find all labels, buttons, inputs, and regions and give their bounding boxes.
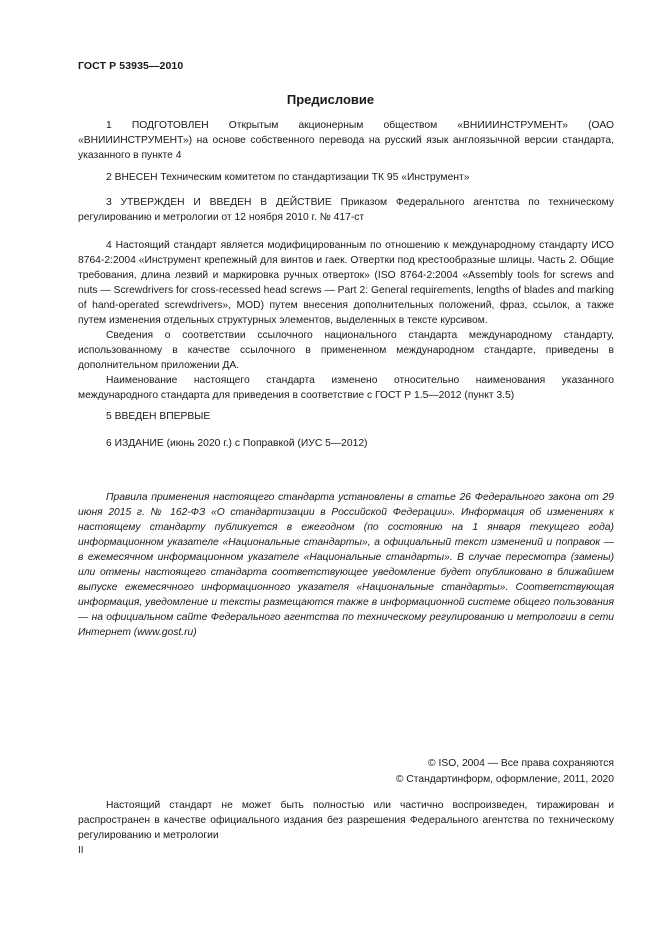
item-1 bbox=[78, 118, 614, 163]
rules-text: Правила применения настоящего стандарта установлены в статье 26 Федерального закона от 29 июня 2015 г. № 162-ФЗ «О стандартизации в Российской Федерации». Информация об изменениях к настоящему стандарту публикуется в ежегодном (по состоянию на 1 января текущего года) информационном указателе «Национальные стандарты», а официальный текст изменений и поправок — в ежемесячном информационном указателе «Национальные стандарты». В случае пересмотра (замены) или отмены настоящего стандарта соответствующее уведомление будет опубликовано в ближайшем выпуске ежемесячного информационного указателя «Национальные стандарты». Соответствующая информация, уведомление и тексты размещаются также в информационной системе общего пользования — на официальном сайте Федерального агентства по техническому регулированию и метрологии в сети Интернет (www.gost.ru) bbox=[78, 492, 614, 638]
notice-text: Настоящий стандарт не может быть полностью или частично воспроизведен, тиражирован и распространен в качестве официального издания без разрешения Федерального агентства по техническому регулированию и метрологии bbox=[78, 800, 614, 841]
item-1-text: 1 ПОДГОТОВЛЕН Открытым акционерным обществом «ВНИИИНСТРУМЕНТ» (ОАО «ВНИИИНСТРУМЕНТ») на основе собственного перевода на русский язык англоязычной версии стандарта, указанного в пункте 4 bbox=[78, 120, 614, 161]
item-3 bbox=[78, 195, 614, 225]
section-title: Предисловие bbox=[286, 92, 375, 107]
item-6 bbox=[78, 436, 614, 451]
item-2 bbox=[78, 170, 614, 185]
item-4 bbox=[78, 238, 614, 403]
copyright-standartinform: © Стандартинформ, оформление, 2011, 2020 bbox=[395, 774, 614, 785]
item-4-naming: Наименование настоящего стандарта изменено относительно наименования указанного международного стандарта для приведения в соответствие с ГОСТ Р 1.5—2012 (пункт 3.5) bbox=[78, 375, 614, 401]
copyright-iso: © ISO, 2004 — Все права сохраняются bbox=[428, 758, 614, 769]
rules-paragraph bbox=[78, 490, 614, 640]
item-4-references: Сведения о соответствии ссылочного национального стандарта международному стандарту, использованному в качестве ссылочного в примененном международном стандарте, приведены в дополнительном приложении ДА. bbox=[78, 330, 614, 371]
page-number: II bbox=[78, 845, 84, 856]
item-3-text: 3 УТВЕРЖДЕН И ВВЕДЕН В ДЕЙСТВИЕ Приказом Федерального агентства по техническому регулированию и метрологии от 12 ноября 2010 г. № 417-ст bbox=[78, 197, 614, 223]
item-4-text: 4 Настоящий стандарт является модифицированным по отношению к международному стандарту ИСО 8764-2:2004 «Инструмент крепежный для винтов и гаек. Отвертки под крестообразные шлицы. Часть 2. Общие требования, длина лезвий и маркировка ручных отверток» (ISO 8764-2:2004 «Assembly tools for screws and nuts — Screwdrivers for cross-recessed head screws — Part 2: General requirements, lengths of blades and marking of hand-operated screwdrivers», MOD) путем внесения дополнительных положений, фраз, ссылок, а также путем изменения отдельных структурных элементов, выделенных в тексте курсивом. bbox=[78, 240, 614, 326]
item-5-text: 5 ВВЕДЕН ВПЕРВЫЕ bbox=[106, 411, 211, 422]
item-5 bbox=[78, 409, 614, 424]
item-6-text: 6 ИЗДАНИЕ (июнь 2020 г.) с Поправкой (ИУС 5—2012) bbox=[106, 438, 368, 449]
document-header: ГОСТ Р 53935—2010 bbox=[78, 60, 184, 72]
copyright-block bbox=[396, 756, 614, 788]
reproduction-notice bbox=[78, 798, 614, 843]
item-2-text: 2 ВНЕСЕН Техническим комитетом по стандартизации ТК 95 «Инструмент» bbox=[106, 172, 470, 183]
